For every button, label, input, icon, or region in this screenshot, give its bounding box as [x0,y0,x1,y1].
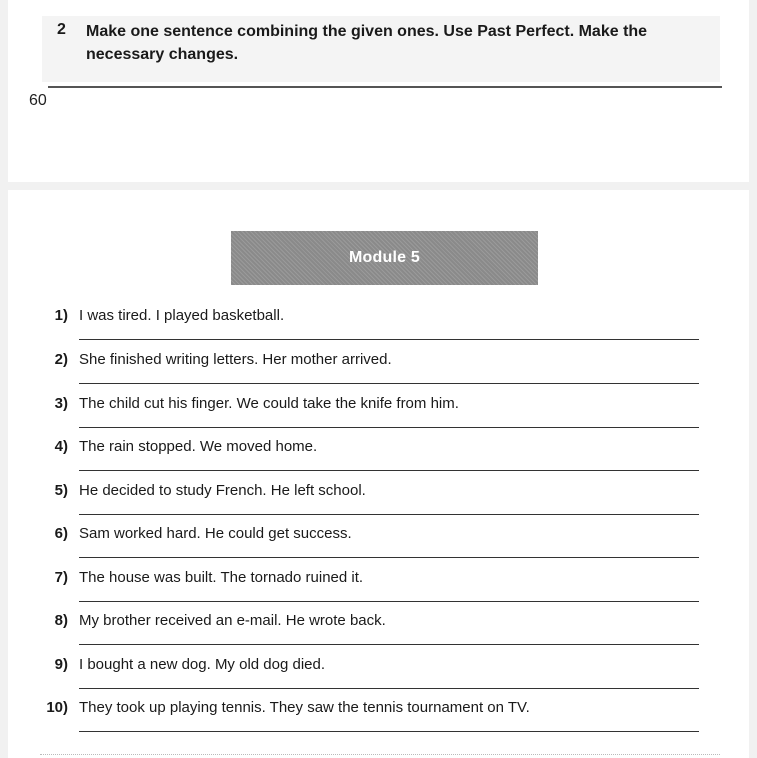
exercise-number: 8) [54,612,68,629]
exercise-text: I was tired. I played basketball. [79,307,285,324]
answer-line[interactable] [79,514,699,515]
answer-line[interactable] [79,383,699,384]
exercise-number: 2) [54,351,68,368]
exercise-item [0,306,757,350]
exercise-item [0,394,757,438]
module-banner [231,231,538,285]
exercise-text: The rain stopped. We moved home. [79,438,318,455]
exercise-item [0,481,757,525]
divider-line [48,86,722,88]
exercise-number: 9) [54,656,68,673]
exercise-text: He decided to study French. He left school. [79,482,366,499]
answer-line[interactable] [79,470,699,471]
answer-line[interactable] [79,557,699,558]
exercise-text: The child cut his finger. We could take the knife from him. [79,395,459,412]
exercise-number: 10) [46,699,68,716]
exercise-number: 5) [54,482,68,499]
page-number: 60 [29,92,47,109]
exercise-number: 4) [54,438,68,455]
exercise-text: She finished writing letters. Her mother arrived. [79,351,392,368]
exercise-text: My brother received an e-mail. He wrote back. [79,612,386,629]
exercise-number: 6) [54,525,68,542]
exercise-item [0,698,757,742]
answer-line[interactable] [79,731,699,732]
exercise-number: 1) [54,307,68,324]
task-number: 2 [57,21,66,38]
exercise-number: 3) [54,395,68,412]
exercise-text: They took up playing tennis. They saw the tennis tournament on TV. [79,699,530,716]
answer-line[interactable] [79,688,699,689]
exercise-item [0,611,757,655]
module-title: Module 5 [349,249,420,266]
answer-line[interactable] [79,427,699,428]
answer-line[interactable] [79,644,699,645]
exercise-item [0,524,757,568]
answer-line[interactable] [79,339,699,340]
exercise-item [0,655,757,699]
exercise-item [0,437,757,481]
exercise-text: I bought a new dog. My old dog died. [79,656,326,673]
answer-line[interactable] [79,601,699,602]
exercise-number: 7) [54,569,68,586]
task-instruction: Make one sentence combining the given ones. Use Past Perfect. Make the necessary changes. [86,23,648,63]
exercise-text: The house was built. The tornado ruined it. [79,569,364,586]
page-edge-dots [40,754,720,756]
exercise-item [0,568,757,612]
exercise-text: Sam worked hard. He could get success. [79,525,352,542]
exercise-item [0,350,757,394]
